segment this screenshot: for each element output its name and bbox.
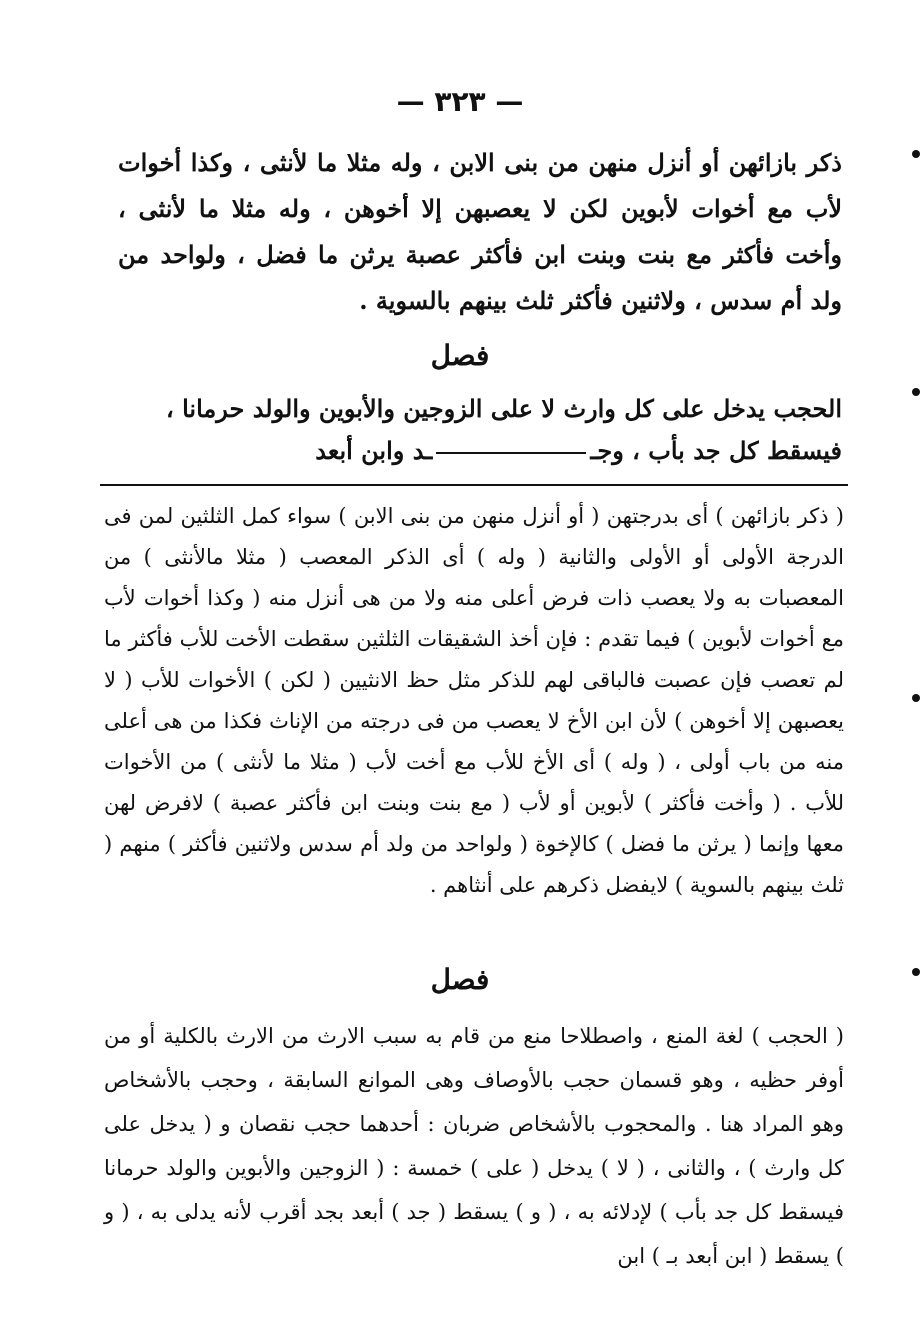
- main-text-block-2: [118, 388, 842, 472]
- section-title-2: فصل: [430, 963, 490, 996]
- commentary-paragraph: ( ذكر بازائهن ) أى بدرجتهن ( أو أنزل منهن من بنى الابن ) سواء كمل الثلثين لمن فى الدرجة الأولى أو الأولى والثانية ( وله ) أى الذكر المعصب ( مثلا مالأنثى ) من المعصبات به ولا يعصب ذات فرض أعلى منه ولا من هى أنزل منه ( وكذا أخوات لأب مع أخوات لأبوين ) فيما تقدم : فإن أخذ الشقيقات الثلثين سقطت الأخت للأب فأكثر ما لم تعصب فإن عصبت فالباقى لهم للذكر مثل حظ الانثيين ( لكن ) الأخوات للأب ( لا يعصبهن إلا أخوهن ) لأن ابن الأخ لا يعصب من فى درجته من الإناث فكذا من هى أعلى منه من باب أولى ، ( وله ) أى الأخ للأب مع أخت لأب ( مثلا ما لأنثى ) من الأخوات للأب . ( وأخت فأكثر ) لأبوين أو لأب ( مع بنت وبنت ابن فأكثر عصبة ) لافرض لهن معها وإنما ( يرثن ما فضل ) كالإخوة ( ولواحد من ولد أم سدس ولاثنين فأكثر ) منهم ( ثلث بينهم بالسوية ) لايفضل ذكرهم على أنثاهم .: [104, 504, 844, 897]
- main-text-block: [118, 140, 842, 324]
- page-number: — ٣٢٣ —: [396, 85, 524, 118]
- commentary-block-2: [104, 1014, 844, 1278]
- main-text-paragraph: ذكر بازائهن أو أنزل منهن من بنى الابن ، وله مثلا ما لأنثى ، وكذا أخوات لأب مع أخوات لأبوين لكن لا يعصبهن إلا أخوهن ، وله مثلا ما لأنثى ، وأخت فأكثر مع بنت وبنت ابن فأكثر عصبة يرثن ما فضل ، ولواحد من ولد أم سدس ، ولاثنين فأكثر ثلث بينهم بالسوية .: [118, 148, 843, 315]
- section-title-1: فصل: [430, 339, 490, 372]
- main-text-2-line-2-end: ـد وابن أبعد: [315, 436, 433, 465]
- commentary-paragraph-2: ( الحجب ) لغة المنع ، واصطلاحا منع من قام به سبب الارث من الارث بالكلية أو من أوفر حظيه ، وهو قسمان حجب بالأوصاف وهى الموانع السابقة ، وحجب بالأشخاص وهو المراد هنا . والمحجوب بالأشخاص ضربان : أحدهما حجب نقصان و ( يدخل على كل وارث ) ، والثانى ، ( لا ) يدخل ( على ) خمسة : ( الزوجين والأبوين والولد حرمانا فيسقط كل جد بأب ) لإدلائه به ، ( و ) يسقط ( جد ) أبعد بجد أقرب لأنه يدلى به ، ( و ) يسقط ( ابن أبعد بـ ) ابن: [104, 1024, 844, 1268]
- margin-mark: [912, 388, 920, 396]
- main-text-2-line-2: [118, 430, 842, 472]
- margin-mark: [912, 694, 920, 702]
- main-text-2-line-2-start: فيسقط كل جد بأب ، وجـ: [590, 436, 842, 465]
- margin-mark: [912, 968, 920, 976]
- print-gap-line: [436, 452, 586, 454]
- footnote-divider: [100, 484, 848, 486]
- commentary-block: [104, 496, 844, 906]
- margin-mark: [912, 150, 920, 158]
- main-text-2-line-1: الحجب يدخل على كل وارث لا على الزوجين والأبوين والولد حرمانا ،: [166, 394, 842, 423]
